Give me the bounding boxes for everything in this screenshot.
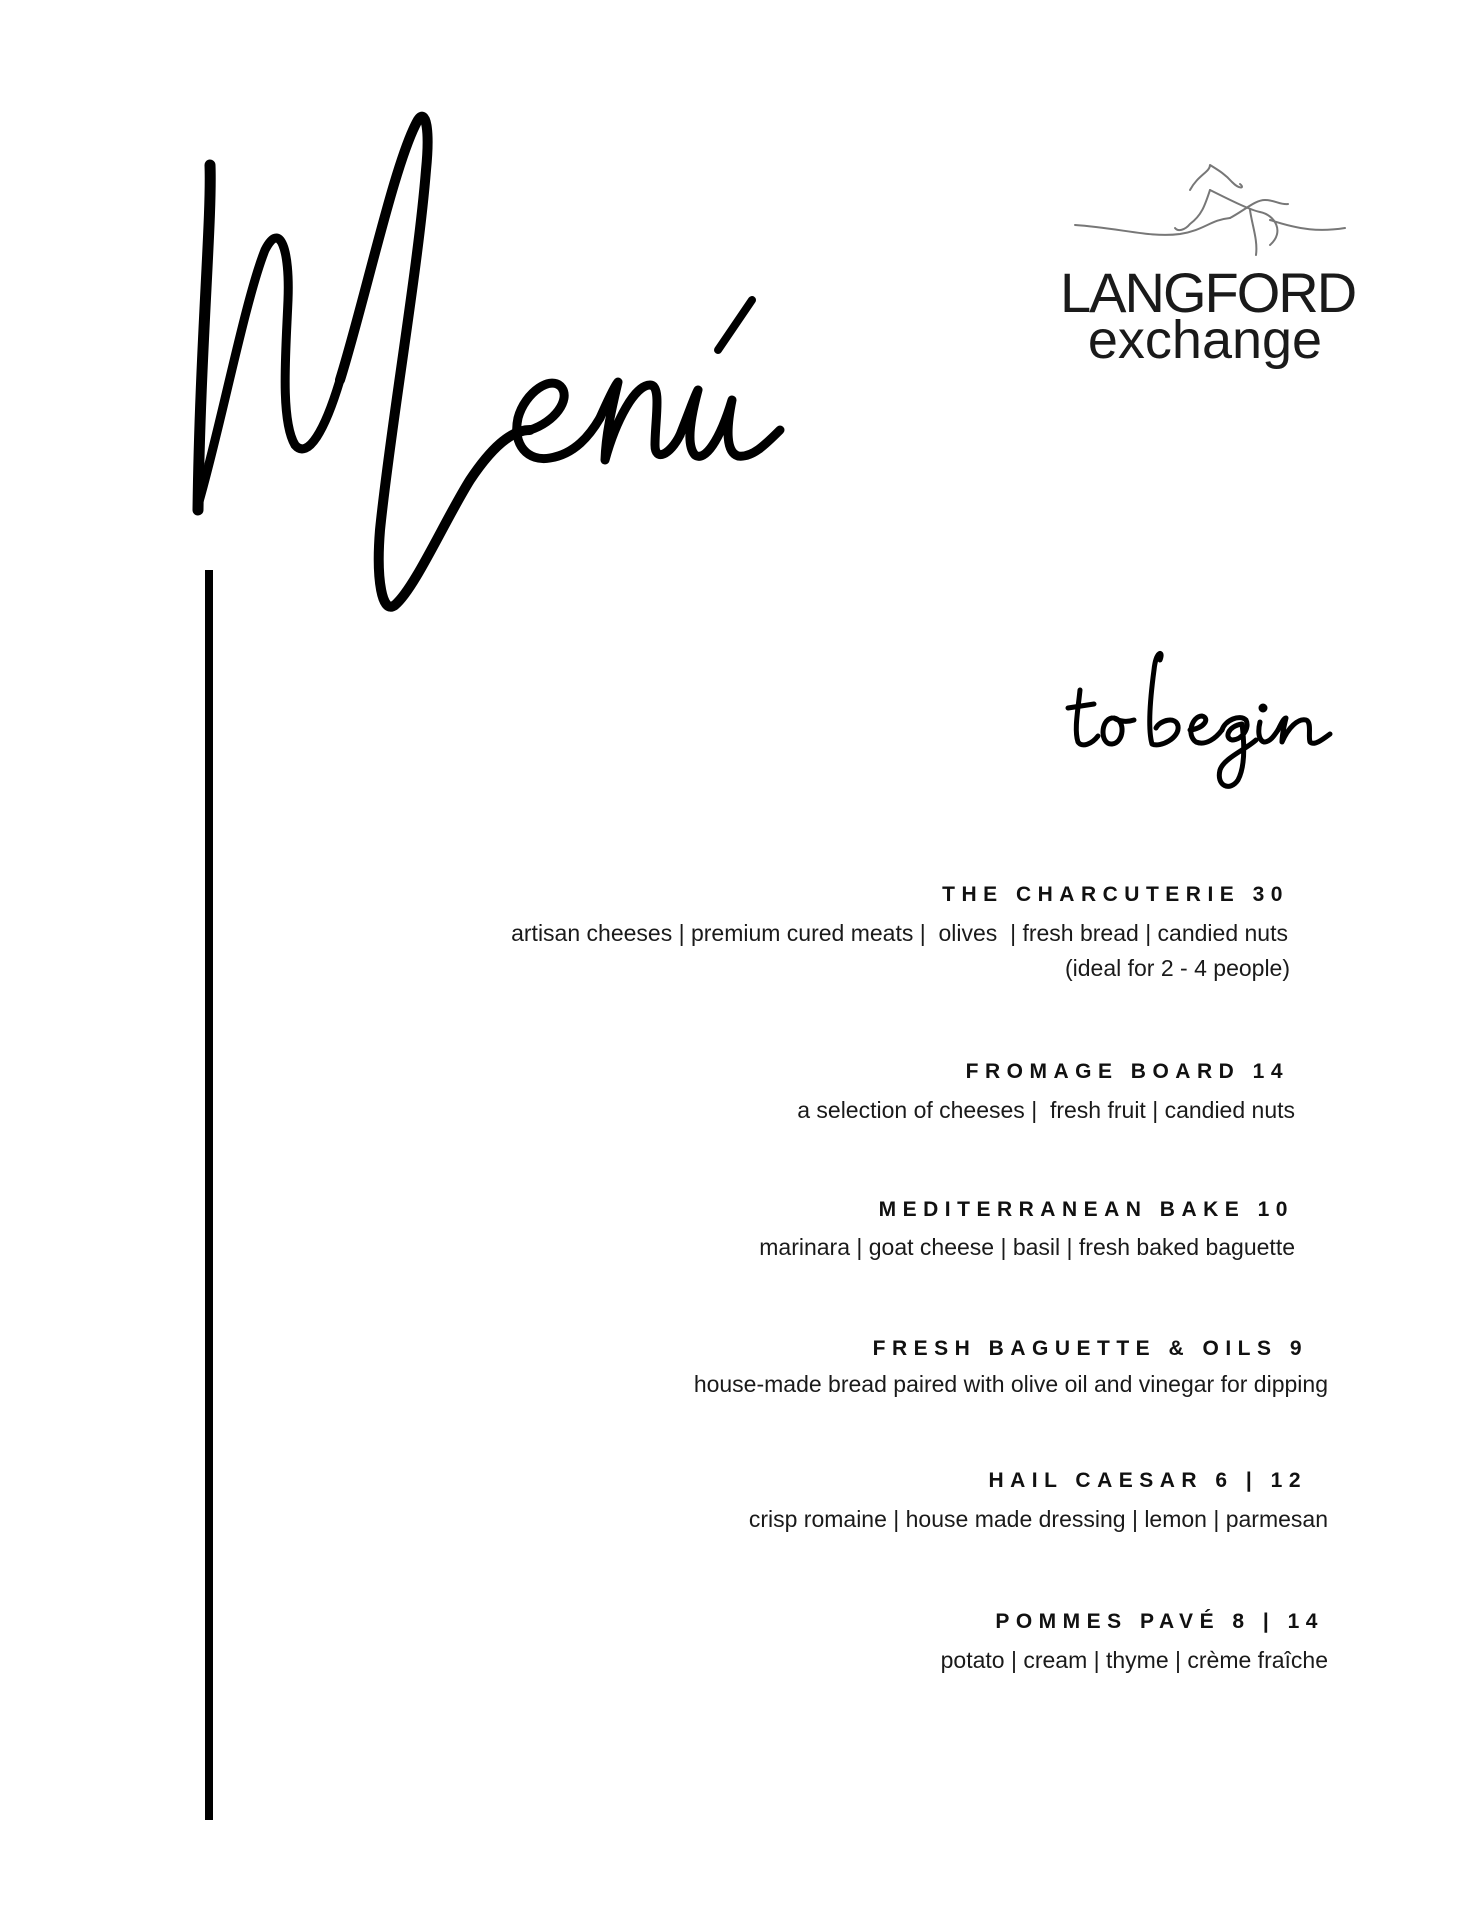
menu-item (942, 880, 1289, 910)
menu-item-description (941, 1643, 1328, 1677)
logo-wordmark-exchange: exchange (1087, 310, 1323, 370)
menu-item (995, 1607, 1324, 1637)
item-description: a selection of cheeses | fresh fruit | candied nuts (797, 1097, 1295, 1123)
menu-item (879, 1195, 1294, 1225)
item-name: MEDITERRANEAN BAKE 10 (878, 1198, 1294, 1221)
logo-wordmark-langford: LANGFORD (1060, 261, 1356, 324)
item-description: house-made bread paired with olive oil and vinegar for dipping (693, 1371, 1328, 1397)
section-heading (1060, 650, 1340, 800)
menu-item-description (694, 1367, 1328, 1401)
item-name: THE CHARCUTERIE 30 (942, 883, 1289, 906)
vertical-rule (205, 570, 213, 1820)
item-note: (ideal for 2 - 4 people) (1064, 955, 1290, 981)
menu-item-description (759, 1230, 1295, 1264)
menu-item (966, 1057, 1289, 1087)
menu-item-description (511, 916, 1288, 950)
menu-item-description (797, 1093, 1295, 1127)
item-description: artisan cheeses | premium cured meats | olives | fresh bread | candied nuts (511, 920, 1288, 946)
item-description: crisp romaine | house made dressing | lemon | parmesan (748, 1506, 1328, 1532)
item-name: FRESH BAGUETTE & OILS 9 (872, 1337, 1308, 1360)
item-name: FROMAGE BOARD 14 (965, 1060, 1289, 1083)
langford-exchange-logo (1060, 160, 1356, 380)
menu-title (190, 100, 790, 640)
menu-item (873, 1334, 1308, 1364)
menu-item (988, 1466, 1307, 1496)
item-name: HAIL CAESAR 6 | 12 (988, 1469, 1307, 1492)
item-description: marinara | goat cheese | basil | fresh baked baguette (759, 1234, 1295, 1260)
horse-line-art-icon (1060, 160, 1350, 270)
menu-item-description (749, 1502, 1328, 1536)
menu-item-note (1065, 951, 1290, 985)
item-description: potato | cream | thyme | crème fraîche (940, 1647, 1328, 1673)
item-name: POMMES PAVÉ 8 | 14 (995, 1610, 1324, 1633)
